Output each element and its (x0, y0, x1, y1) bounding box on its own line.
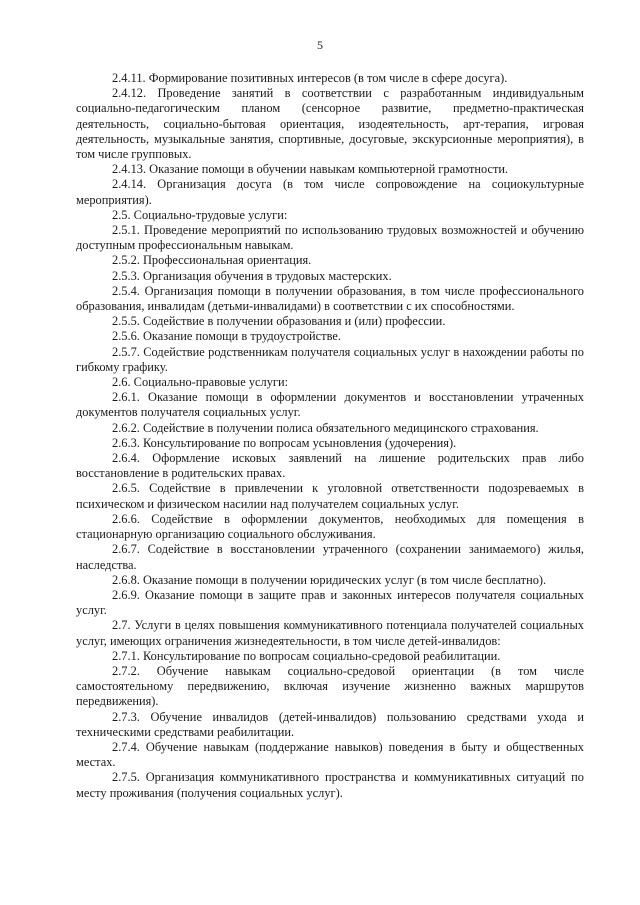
section-heading-2-7: 2.7. Услуги в целях повышения коммуникативного потенциала получателей социальных услуг, имеющих ограничения жизнедеятельности, в том числе детей-инвалидов: (76, 618, 584, 648)
paragraph-2-5-6: 2.5.6. Оказание помощи в трудоустройстве. (112, 329, 341, 344)
paragraph-2-5-2: 2.5.2. Профессиональная ориентация. (112, 253, 312, 268)
paragraph-2-4-13: 2.4.13. Оказание помощи в обучении навыкам компьютерной грамотности. (112, 162, 509, 177)
paragraph-2-5-3: 2.5.3. Организация обучения в трудовых мастерских. (112, 268, 392, 283)
paragraph-2-5-7: 2.5.7. Содействие родственникам получателя социальных услуг в нахождении работы по гибкому графику. (76, 344, 584, 374)
paragraph-2-6-3: 2.6.3. Консультирование по вопросам усыновления (удочерения). (112, 435, 457, 450)
paragraph-2-7-5: 2.7.5. Организация коммуникативного пространства и коммуникативных ситуаций по месту проживания (получения социальных услуг). (76, 770, 584, 800)
section-heading-2-6: 2.6. Социально-правовые услуги: (112, 375, 289, 390)
paragraph-2-6-9: 2.6.9. Оказание помощи в защите прав и законных интересов получателя социальных услуг. (76, 587, 584, 618)
paragraph-2-4-11: 2.4.11. Формирование позитивных интересов (в том числе в сфере досуга). (112, 71, 508, 85)
paragraph-2-7-3: 2.7.3. Обучение инвалидов (детей-инвалидов) пользованию средствами ухода и техническими средствами реабилитации. (76, 709, 584, 739)
section-heading-2-5: 2.5. Социально-трудовые услуги: (112, 207, 288, 222)
paragraph-2-7-1: 2.7.1. Консультирование по вопросам социально-средовой реабилитации. (112, 648, 501, 663)
page-number: 5 (317, 38, 323, 52)
paragraph-2-4-12: 2.4.12. Проведение занятий в соответствии с разработанным индивидуальным социально-педагогическим планом (сенсорное развитие, предметно-практическая деятельность, социально-бытовая ориентация, изодеятельность, арт-терапия, игровая деятельность, музыкальные занятия, спортивные, досуговые, экскурсионные мероприятия), в том числе групповых. (76, 86, 584, 162)
paragraph-2-6-4: 2.6.4. Оформление исковых заявлений на лишение родительских прав либо восстановление в родительских правах. (76, 451, 584, 481)
paragraph-2-6-6: 2.6.6. Содействие в оформлении документов, необходимых для помещения в стационарную организацию социального обслуживания. (76, 511, 584, 542)
paragraph-2-5-4: 2.5.4. Организация помощи в получении образования, в том числе профессионального образования, инвалидам (детьми-инвалидами) в соответствии с их способностями. (76, 283, 584, 314)
paragraph-2-6-2: 2.6.2. Содействие в получении полиса обязательного медицинского страхования. (112, 420, 539, 435)
paragraph-2-5-5: 2.5.5. Содействие в получении образования и (или) профессии. (112, 314, 446, 329)
document-body (76, 71, 584, 801)
paragraph-2-6-1: 2.6.1. Оказание помощи в оформлении документов и восстановлении утраченных документов получателя социальных услуг. (76, 390, 584, 420)
paragraph-2-6-5: 2.6.5. Содействие в привлечении к уголовной ответственности подозреваемых в психическом и физическом насилии над получателем социальных услуг. (76, 481, 584, 511)
paragraph-2-7-2: 2.7.2. Обучение навыкам социально-средовой ориентации (в том числе самостоятельному передвижению, включая изучение жизненно важных маршрутов передвижения). (76, 663, 584, 709)
paragraph-2-7-4: 2.7.4. Обучение навыкам (поддержание навыков) поведения в быту и общественных местах. (76, 739, 584, 770)
paragraph-2-6-7: 2.6.7. Содействие в восстановлении утраченного (сохранении занимаемого) жилья, наследства. (76, 542, 584, 572)
paragraph-2-6-8: 2.6.8. Оказание помощи в получении юридических услуг (в том числе бесплатно). (112, 572, 547, 587)
paragraph-2-5-1: 2.5.1. Проведение мероприятий по использованию трудовых возможностей и обучению доступным профессиональным навыкам. (76, 223, 584, 253)
paragraph-2-4-14: 2.4.14. Организация досуга (в том числе сопровождение на социокультурные мероприятия). (76, 177, 584, 207)
